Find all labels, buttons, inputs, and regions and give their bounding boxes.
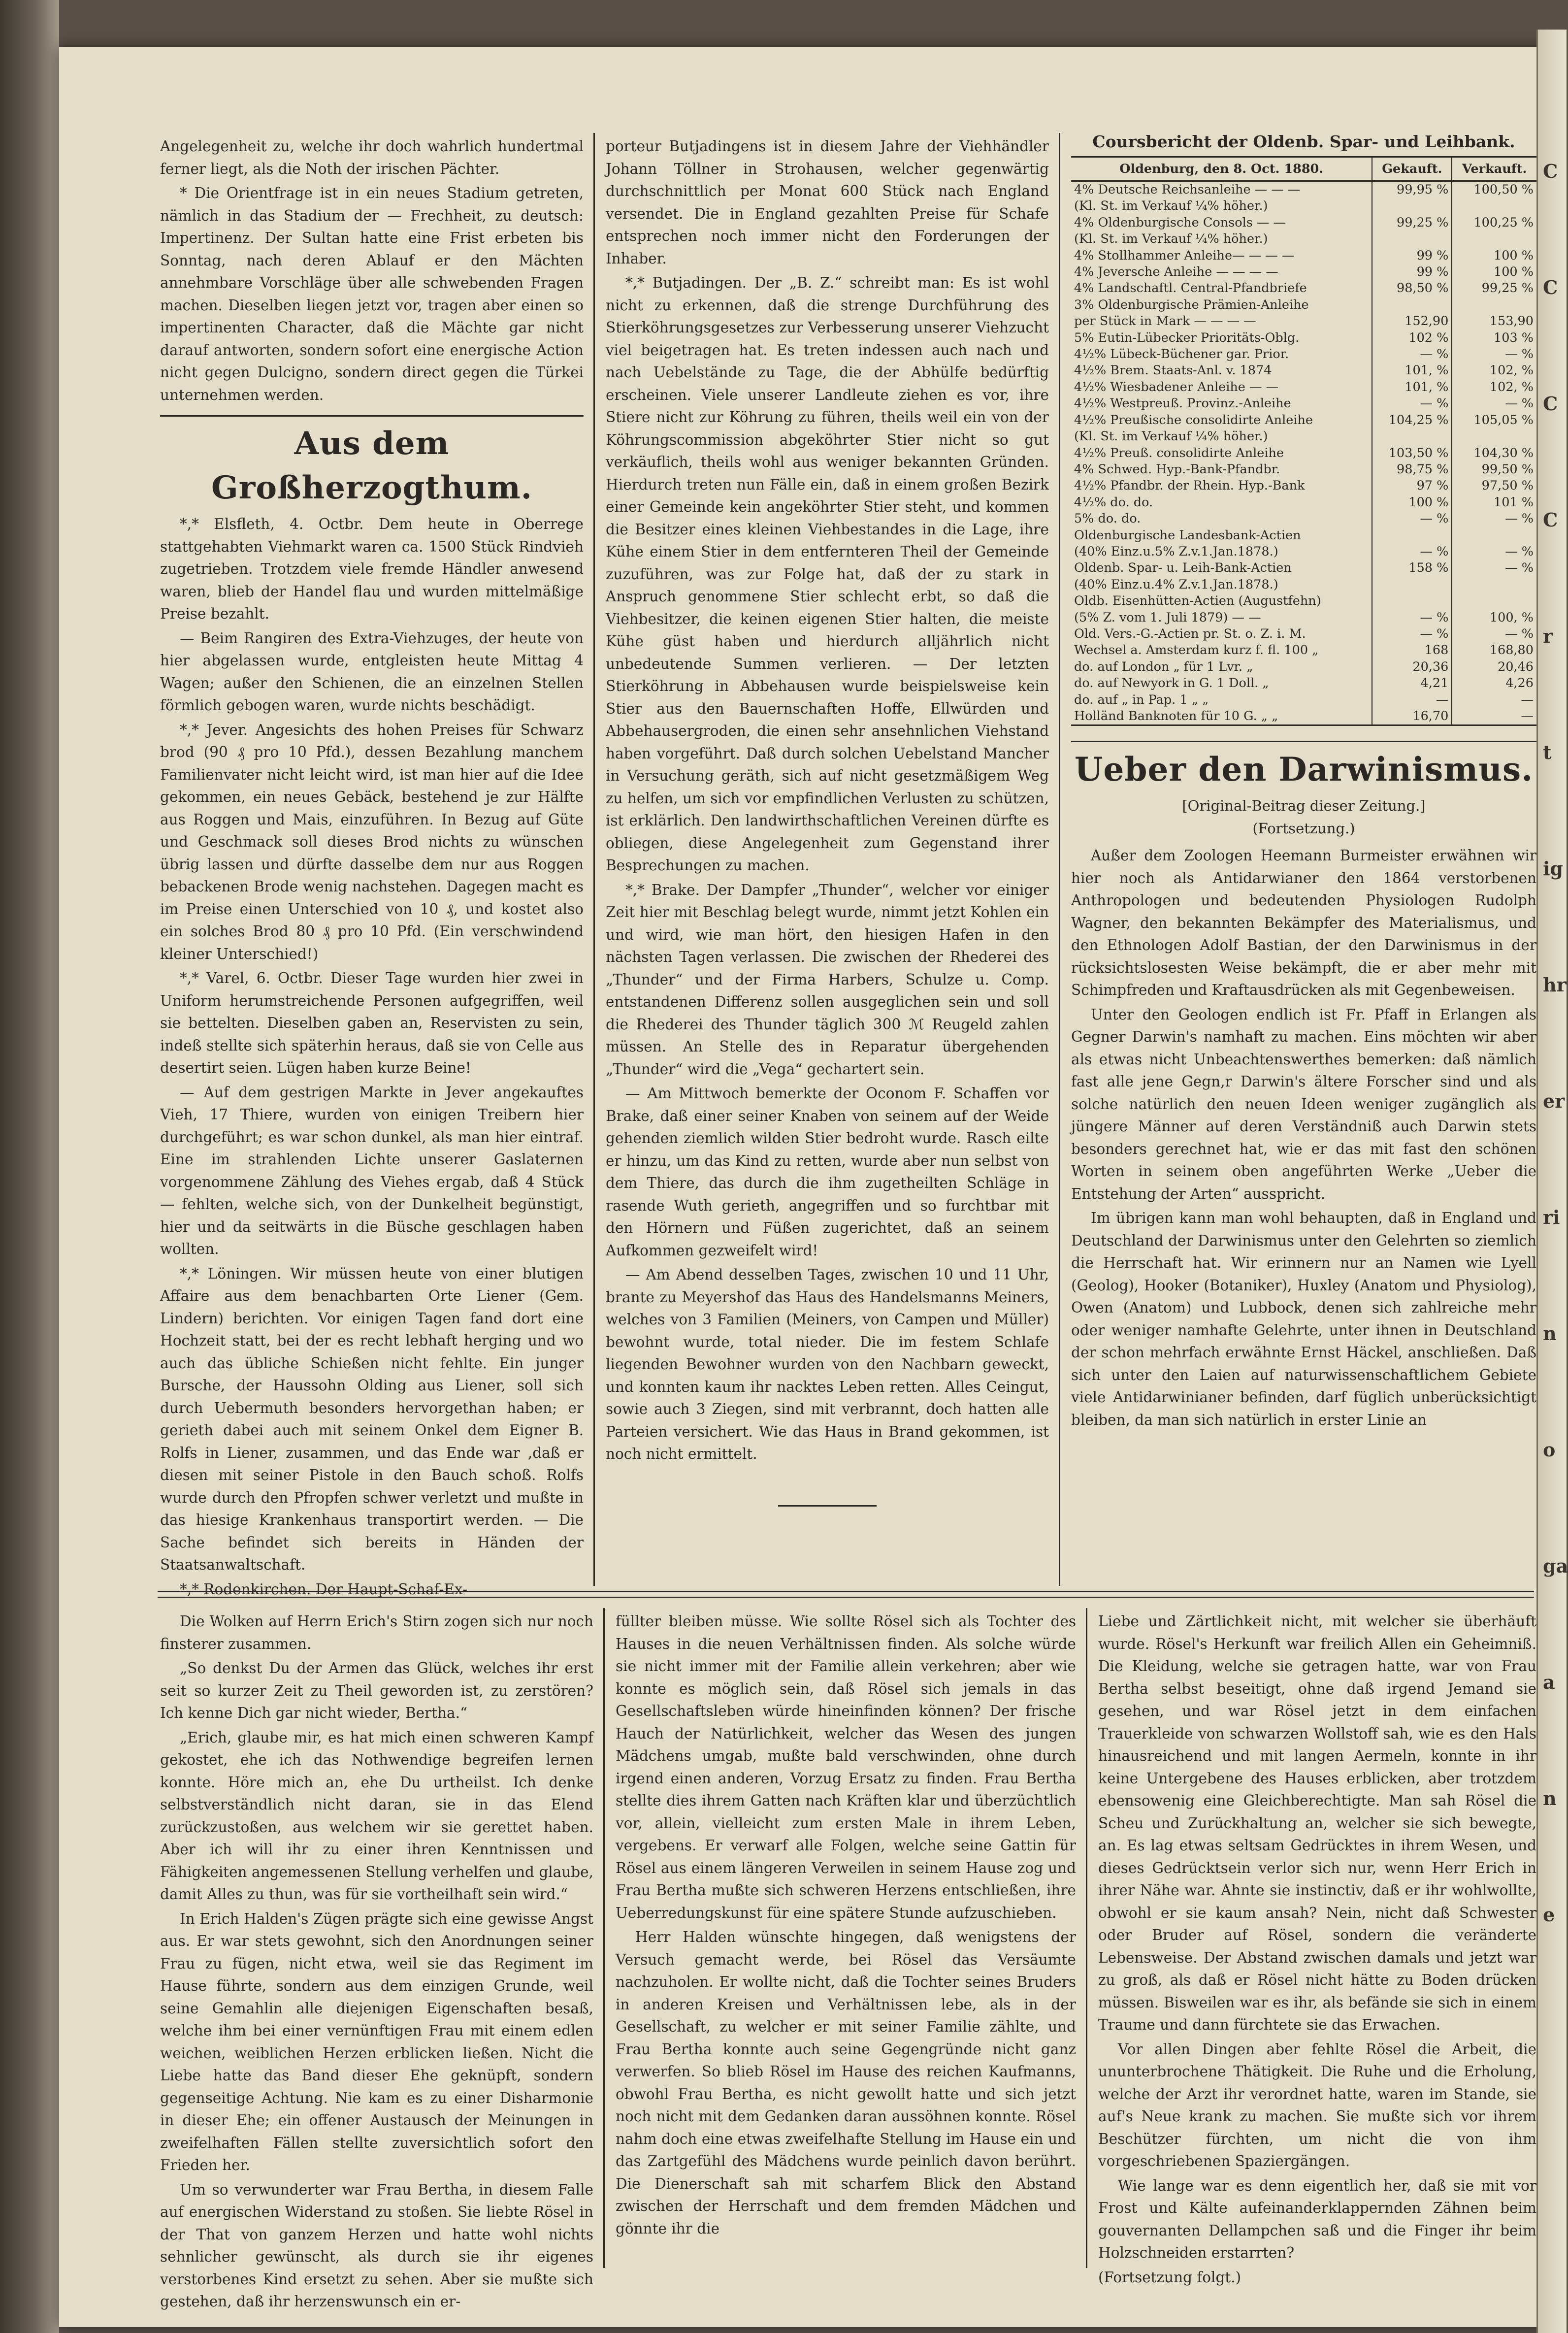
to-be-continued: (Fortsetzung folgt.) [1098,2268,1241,2286]
table-row [1071,264,1536,280]
security-name: (40% Einz.u.5% Z.v.1.Jan.1878.) [1074,544,1278,559]
security-name: Holländ Banknoten für 10 G. „ „ [1071,708,1372,725]
security-name: 4½% Westpreuß. Provinz.-Anleihe [1074,396,1291,411]
edge-fragment: o [1543,1439,1556,1461]
security-name: 4½% Wiesbadener Anleihe — — [1074,379,1279,394]
security-name: 4% Deutsche Reichsanleihe — — — [1074,182,1301,197]
news-item: *,* Brake. Der Dampfer „Thunder“, welcher vor einiger Zeit hier mit Beschlag belegt wurde, nimmt jetzt Kohlen ein und wird, wie man hört, den hiesigen Hafen in den nächsten Tagen verlassen. Die zwischen der Rhederei des „Thunder“ und der Firma Harbers, Schulze u. Comp. entstandenen Differenz sollen ausgeglichen sein und soll die Rhederei des Thunder täglich 300 ℳ Reugeld zahlen müssen. An Stelle des in Reparatur übergehenden „Thunder“ wird die „Vega“ gechartert sein. [606,881,1049,1078]
edge-fragment: C [1543,393,1558,415]
bought-price: 20,36 [1372,659,1452,675]
bought-price: — [1372,692,1452,708]
security-name: 3% Oldenburgische Prämien-Anleihe [1074,297,1309,312]
news-item: — Am Abend desselben Tages, zwischen 10 und 11 Uhr, brante zu Meyershof das Haus des Handelsmanns Meiners, welches von 3 Familien (Meiners, von Campen und Müller) bewohnt wurde, total nieder. Die im festem Schlafe liegenden Bewohner wurden von den Nachbarn geweckt, und konnten kaum ihr nacktes Leben retten. Alles Ceingut, sowie auch 3 Ziegen, sind mit verbrannt, doch hatten alle Parteien versichert. Wie das Haus in Brand gekommen, ist noch nicht ermittelt. [606,1266,1049,1462]
bought-price: 100 % [1372,494,1452,511]
sold-price: 105,05 % [1452,412,1536,428]
story-paragraph: „So denkst Du der Armen das Glück, welches ihr erst seit so kurzer Zeit zu Theil geworden ist, zu zerstören? Ich kenne Dich gar nicht wieder, Bertha.“ [160,1660,593,1721]
section-rule [1071,741,1536,742]
security-name: 4% Oldenburgische Consols — — [1074,215,1286,230]
table-header-date: Oldenburg, den 8. Oct. 1880. [1071,158,1372,181]
table-row [1071,544,1536,560]
table-row [1071,362,1536,379]
bought-price: 16,70 [1372,708,1452,725]
bought-price: 4,21 [1372,675,1452,691]
section-title-grossherzogthum: Aus dem Großherzogthum. [211,425,533,506]
table-row [1071,181,1536,198]
article-paragraph: Außer dem Zoologen Heemann Burmeister erwähnen wir hier noch als Antidarwianer den 1864 verstorbenen Anthropologen und bedeutenden Physiologen Rudolph Wagner, den bekannten Bekämpfer des Materialismus, und den Ethnologen Adolf Bastian, der den Darwinismus in der rücksichtslosesten Weise bekämpft, die er aber mehr mit Schimpfreden und Kraftausdrücken als mit Gegenbeweisen. [1071,847,1536,999]
article-paragraph: Angelegenheit zu, welche ihr doch wahrlich hundertmal ferner liegt, als die Noth der irischen Pächter. [160,138,584,177]
news-item: porteur Butjadingens ist in diesem Jahre der Viehhändler Johann Töllner in Strohausen, welcher gegenwärtig durchschnittlich per Monat 600 Stück nach England versendet. Die in England gezahlten Preise für Schafe entsprechen noch immer nicht den Forderungen der Inhaber. [606,138,1049,267]
sold-price [1452,428,1536,445]
column-rule-2 [1059,133,1060,1586]
story-paragraph: Herr Halden wünschte hingegen, daß wenigstens der Versuch gemacht werde, bei Rösel das Versäumte nachzuholen. Er wollte nicht, daß die Tochter seines Bruders in anderen Kreisen und Verhältnissen lebe, als in der Gesellschaft, zu welcher er mit seiner Familie zählte, und Frau Bertha konnte auch seine Gegengründe nicht ganz verwerfen. So blieb Rösel im Hause des reichen Kaufmanns, obwohl Frau Bertha, es nicht gewollt hatte und sich jetzt noch nicht mit dem Gedanken daran aussöhnen konnte. Rösel nahm doch eine etwas zweifelhafte Stellung im Hause ein und das Zartgefühl des Mädchens wurde peinlich davon berührt. Die Dienerschaft sah mit scharfem Blick den Abstand zwischen der Herrschaft und dem fremden Mädchen und gönnte ihr die [616,1929,1076,2237]
story-paragraph: In Erich Halden's Zügen prägte sich eine gewisse Angst aus. Er war stets gewohnt, sich den Anordnungen seiner Frau zu fügen, nicht etwa, weil sie das Regiment im Hause führte, sondern aus dem einzigen Grunde, weil seine Gemahlin alle diejenigen Eigenschaften besaß, welche ihm bei einer vernünftigen Frau mit einem edlen weichen, weiblichen Herzen erblicken ließen. Nicht die Liebe hatte das Band dieser Ehe geknüpft, sondern gegenseitige Achtung. Nie kam es zu einer Disharmonie in dieser Ehe; ein offener Austausch der Meinungen in zweifelhaften Fällen stellte zuversichtlich sofort den Frieden her. [160,1910,593,2173]
bought-price: — % [1372,395,1452,412]
sold-price [1452,198,1536,214]
sold-price: 100,25 % [1452,215,1536,231]
sold-price: 20,46 [1452,659,1536,675]
table-row [1071,231,1536,247]
table-row [1071,445,1536,461]
bought-price [1372,527,1452,544]
story-paragraph: Um so verwunderter war Frau Bertha, in diesem Falle auf energischen Widerstand zu stoßen. Sie liebte Rösel in der That von ganzem Herzen und hatte wohl nichts sehnlicher gewünscht, als durch sie ihr eigenes verstorbenes Kind ersetzt zu sehen. Aber sie mußte sich gestehen, daß ihr herzenswunsch ein er- [160,2181,593,2310]
bought-price: — % [1372,610,1452,626]
edge-fragment: r [1543,625,1553,647]
bought-price: 98,50 % [1372,280,1452,296]
bought-price: 102 % [1372,330,1452,346]
table-header-bought: Gekauft. [1372,158,1452,181]
sold-price: — % [1452,544,1536,560]
security-name: 4% Jeversche Anleihe — — — — [1074,264,1278,280]
sold-price [1452,231,1536,247]
article-paragraph: Im übrigen kann man wohl behaupten, daß in England und Deutschland der Darwinismus unter den Gelehrten so ziemlich die Herrschaft hat. Wir erinnern nur an Namen wie Lyell (Geolog), Hooker (Botaniker), Huxley (Anatom und Physiolog), Owen (Anatom) und Lubbock, denen sich zahlreiche mehr oder weniger namhafte Gelehrte, unter ihnen in Deutschland der schon mehrfach erwähnte Ernst Häckel, anschließen. Daß sich unter den Laien auf naturwissenschaftlichem Gebiete viele Antidarwinianer befinden, darf füglich unberücksichtigt bleiben, da man sich natürlich in erster Linie an [1071,1210,1536,1428]
feuilleton-column-rule-2 [1086,1608,1087,2268]
security-name: Oldb. Eisenhütten-Actien (Augustfehn) [1074,593,1321,609]
table-row [1071,511,1536,527]
bought-price: 101, % [1372,362,1452,379]
sold-price [1452,577,1536,593]
sold-price: 99,25 % [1452,280,1536,296]
continuation-note: (Fortsetzung.) [1252,820,1355,837]
security-name: 4½% Preußische consolidirte Anleihe [1074,412,1313,427]
bought-price [1372,428,1452,445]
news-item: *,* Varel, 6. Octbr. Dieser Tage wurden hier zwei in Uniform herumstreichende Personen aufgegriffen, weil sie bettelten. Dieselben gaben an, Reservisten zu sein, indeß stellte sich späterhin heraus, daß sie von Celle aus desertirt seien. Lügen haben kurze Beine! [160,970,584,1076]
security-name: (Kl. St. im Verkauf ¼% höher.) [1074,198,1268,214]
column-rule-1 [593,133,595,1586]
table-row [1071,494,1536,511]
bought-price: — % [1372,626,1452,642]
bought-price: 99 % [1372,248,1452,264]
story-paragraph: Liebe und Zärtlichkeit nicht, mit welcher sie überhäuft wurde. Rösel's Herkunft war freilich Allen ein Geheimniß. Die Kleidung, welche sie getragen hatte, war von Frau Bertha selbst beseitigt, ohne daß irgend Jemand sie gesehen, und war Rösel jetzt in dem einfachen Trauerkleide von schwarzen Wollstoff sah, wie es den Hals hinausreichend und mit langen Aermeln, konnte in ihr keine Untergebene des Hauses erblicken, aber trotzdem ebensowenig eine Gleichberechtigte. Man sah Rösel die Scheu und Zurückhaltung an, welcher sie sich bewegte, an. Es lag etwas seltsam Gedrücktes in ihrem Wesen, und dieses Gedrücktsein verlor sich nur, wenn Herr Erich in ihrer Nähe war. Ahnte sie instinctiv, daß er ihr wohlwollte, obwohl er sie kaum ansah? Nein, nicht daß Schwester oder Bruder auf Rösel, sondern die veränderte Lebensweise. Der Abstand zwischen damals und jetzt war zu groß, als daß er Rösel nicht hätte zu Boden drücken müssen. Bisweilen war es ihr, als befände sie sich in einem Traume und dann fürchtete sie das Erwachen. [1098,1613,1536,2033]
news-item: *,* Elsfleth, 4. Octbr. Dem heute in Oberrege stattgehabten Viehmarkt waren ca. 1500 Stück Rindvieh zugetrieben. Trotzdem viele fremde Händler anwesend waren, blieb der Handel flau und wurden mittelmäßige Preise bezahlt. [160,516,584,622]
table-row [1071,560,1536,576]
exchange-report-title: Coursbericht der Oldenb. Spar- und Leihbank. [1071,131,1536,158]
sold-price: 102, % [1452,362,1536,379]
story-paragraph: Vor allen Dingen aber fehlte Rösel die Arbeit, die ununterbrochene Thätigkeit. Die Ruhe und die Erholung, welche der Arzt ihr verordnet hatte, waren im Stande, sie auf's Neue krank zu machen. Sie mußte sich vor ihrem Beschützer fürchten, um nicht die von ihm vorgeschriebenen Spaziergängen. [1098,2040,1536,2169]
sold-price: 4,26 [1452,675,1536,691]
table-row [1071,626,1536,642]
table-row [1071,659,1536,675]
security-name: (Kl. St. im Verkauf ¼% höher.) [1074,231,1268,247]
bought-price [1372,577,1452,593]
news-item: *,* Butjadingen. Der „B. Z.“ schreibt man: Es ist wohl nicht zu erkennen, daß die strenge Durchführung des Stierköhrungsgesetzes zur Verbesserung unserer Viehzucht viel beigetragen hat. Es treten indessen auch nach und nach Uebelstände zu Tage, die der Abhülfe bedürftig erscheinen. Viele unserer Landleute ziehen es vor, ihre Stiere nicht zur Köhrung zu führen, theils weil ein von der Köhrungscommission abgeköhrter Stier nicht so gut verkäuflich, theils wohl aus weniger bekannten Gründen. Hierdurch treten nun Fälle ein, daß in einem großen Bezirk einer Gemeinde kein angeköhrter Stier steht, und kommen die Besitzer eines kleinen Viehbestandes in die Lage, ihre Kühe einem Stier in dem entfernteren Theil der Gemeinde zuzuführen, was zur Folge hat, daß der zu stark in Anspruch genommene Stier schlecht erbt, so daß die Viehbesitzer, die keinen eigenen Stier halten, die meiste Kühe güst haben und hierdurch alljährlich nicht unbedeutende Summen verlieren. — Der letzten Stierköhrung in Abbehausen wurde beispielsweise kein Stier aus den Bauernschaften Hoffe, Ellwürden und Abbehausergroden, die einen sehr ansehnlichen Viehstand haben vorgeführt. Daß durch solchen Uebelstand Mancher in Versuchung geräth, sich auf nicht gesetzmäßigem Weg zu helfen, um sich vor empfindlichen Verlusten zu schützen, ist erklärlich. Den landwirthschaftlichen Vereinen dürfte es obliegen, diese Angelegenheit zum Gegenstand ihrer Besprechungen zu machen. [606,274,1049,874]
edge-fragment: a [1543,1671,1555,1693]
table-row [1071,675,1536,691]
security-name: 4% Landschaftl. Central-Pfandbriefe [1074,281,1307,296]
story-paragraph: füllter bleiben müsse. Wie sollte Rösel sich als Tochter des Hauses in die neuen Verhältnissen finden. Als solche würde sie nicht immer mit der Familie allein verkehren; aber wie konnte es möglich sein, daß Rösel sich jemals in das Gesellschaftsleben würde hineinfinden können? Der frische Hauch der Natürlichkeit, welcher das Wesen des jungen Mädchens umgab, mußte bald verschwinden, ohne durch irgend einen anderen, Vorzug Ersatz zu finden. Frau Bertha stellte dies ihrem Gatten nach Kräften klar und überzüchtlich vor, allein, vielleicht zum ersten Male in ihrem Leben, vergebens. Er verwarf alle Folgen, welche seine Gattin für Rösel aus einem längeren Verweilen in seinem Hause zog und Frau Bertha mußte sich schweren Herzens entschließen, ihre Ueberredungskunst für eine spätere Stunde aufzuschieben. [616,1613,1076,1921]
end-rule [778,1505,877,1507]
news-item: *,* Jever. Angesichts des hohen Preises für Schwarz brod (90 ₰ pro 10 Pfd.), dessen Bezahlung manchem Familienvater nicht leicht wird, ist man hier auf die Idee gekommen, ein neues Gebäck, bestehend je zur Hälfte aus Roggen und Mais, einzuführen. In Bezug auf Güte und Geschmack soll dieses Brod nichts zu wünschen übrig lassen und dürfte dasselbe dem nur aus Roggen bebackenen Brode wenig nachstehen. Dagegen macht es im Preise einen Unterschied von 10 ₰, und kostet also ein solches Brod 80 ₰ pro 10 Pfd. (Ein verschwindend kleiner Unterschied!) [160,721,584,962]
security-name: do. auf „ in Pap. 1 „ „ [1074,692,1209,707]
table-row [1071,642,1536,658]
edge-fragment: n [1543,1787,1557,1809]
article-paragraph: * Die Orientfrage ist in ein neues Stadium getreten, nämlich in das Stadium der — Frechheit, zu deutsch: Impertinenz. Der Sultan hatte eine Frist erbeten bis Sonntag, nach deren Ablauf er den Mächten annehmbare Vorschläge über alle schwebenden Fragen machen. Dieselben liegen jetzt vor, tragen aber einen so impertinenten Character, daß die Mächte gar nicht darauf antworten, sondern sofort eine energische Action nicht gegen Dulcigno, sondern direct gegen die Türkei unternehmen werden. [160,185,584,403]
bought-price: 99 % [1372,264,1452,280]
security-name: 4½% Preuß. consolidirte Anleihe [1074,445,1284,460]
table-row [1071,280,1536,296]
table-row [1071,527,1536,544]
news-item: *,* Löningen. Wir müssen heute von einer blutigen Affaire aus dem benachbarten Orte Liener (Gem. Lindern) berichten. Vor einigen Tagen fand dort eine Hochzeit statt, bei der es recht lebhaft herging und wo auch das übliche Schießen nicht fehlte. Ein junger Bursche, der Haussohn Olding aus Liener, soll sich durch Uebermuth besonders hervorgethan haben; er gerieth dabei auch mit seinem Onkel dem Eigner B. Rolfs in Liener, zusammen, und das Ende war ,daß er diesen mit seiner Pistole in den Bauch schoß. Rolfs wurde durch den Pfropfen schwer verletzt und mußte in das hiesige Krankenhaus transportirt werden. — Die Sache befindet sich bereits in Händen der Staatsanwaltschaft. [160,1265,584,1573]
security-name: 4% Stollhammer Anleihe— — — — [1074,248,1295,263]
table-row [1071,313,1536,329]
security-name: Oldenburgische Landesbank-Actien [1074,527,1301,543]
security-name: Wechsel a. Amsterdam kurz f. fl. 100 „ [1074,643,1319,658]
sold-price: 102, % [1452,379,1536,395]
edge-fragment: t [1543,741,1552,763]
story-paragraph: Die Wolken auf Herrn Erich's Stirn zogen sich nur noch finsterer zusammen. [160,1613,593,1652]
bought-price [1372,231,1452,247]
sold-price: 104,30 % [1452,445,1536,461]
table-row [1071,478,1536,494]
news-item: — Auf dem gestrigen Markte in Jever angekauftes Vieh, 17 Thiere, wurden von einigen Treibern hier durchgeführt; es war schon dunkel, als man hier eintraf. Eine im strahlenden Lichte unserer Gaslaternen vorgenommene Zählung des Viehes ergab, daß 4 Stück — fehlten, welche sich, von der Dunkelheit begünstigt, hier und da seitwärts in die Büsche geschlagen haben wollten. [160,1084,584,1257]
bought-price: 97 % [1372,478,1452,494]
table-row [1071,330,1536,346]
bought-price [1372,593,1452,609]
security-name: 4½% Brem. Staats-Anl. v. 1874 [1074,363,1272,378]
story-paragraph: Wie lange war es denn eigentlich her, daß sie mit vor Frost und Kälte aufeinanderklappernden Zähnen beim gouvernanten Dellampchen saß und die Finger ihr beim Holzschneiden erstarrten? [1098,2177,1536,2261]
sold-price: 101 % [1452,494,1536,511]
sold-price: 97,50 % [1452,478,1536,494]
security-name: do. auf London „ für 1 Lvr. „ [1074,659,1253,674]
bought-price: — % [1372,544,1452,560]
security-name: 4½% do. do. [1074,494,1153,510]
adjacent-page-edge [1536,30,1567,2333]
edge-fragment: ga [1543,1555,1568,1577]
edge-fragment: C [1543,160,1558,182]
table-row [1071,708,1536,725]
sold-price: 100, % [1452,610,1536,626]
security-name: 4½% Lübeck-Büchener gar. Prior. [1074,347,1289,362]
bought-price [1372,198,1452,214]
bought-price: 99,25 % [1372,215,1452,231]
sold-price: 99,50 % [1452,461,1536,478]
security-name: 5% Eutin-Lübecker Prioritäts-Oblg. [1074,330,1300,345]
sold-price: 100 % [1452,248,1536,264]
table-row [1071,248,1536,264]
table-row [1071,379,1536,395]
news-item: — Am Mittwoch bemerkte der Oconom F. Schaffen vor Brake, daß einer seiner Knaben von seinem auf der Weide gehenden ziemlich wilden Stier bedroht wurde. Rasch eilte er hinzu, um das Kind zu retten, wurde aber nun selbst von dem Thiere, das durch die ihm zugetheilten Schläge in rasende Wuth gerieth, angegriffen und so furchtbar mit den Hörnern und Füßen zugerichtet, daß an seinem Aufkommen gezweifelt wird! [606,1085,1049,1259]
security-name: Old. Vers.-G.-Actien pr. St. o. Z. i. M. [1074,626,1306,641]
edge-fragment: hr [1543,974,1567,996]
article-paragraph: Unter den Geologen endlich ist Fr. Pfaff in Erlangen als Gegner Darwin's namhaft zu machen. Eins möchten wir aber als etwas nicht Unbeachtenswerthes bemerken: daß nämlich fast alle jene Gegn,r Darwin's ältere Forscher sind und als solche natürlich den neuen Ideen weniger zugänglich als jüngere Männer auf deren Verständniß auch Darwin stets besonders gerechnet hat, wie er das mit fast den schönen Worten in seinem oben angeführten Werke „Ueber die Entstehung der Arten“ ausspricht. [1071,1006,1536,1202]
edge-fragment: C [1543,276,1558,298]
table-row [1071,610,1536,626]
feuilleton-column-3 [1098,1610,1536,2286]
bought-price: 99,95 % [1372,181,1452,198]
table-header-sold: Verkauft. [1452,158,1536,181]
story-paragraph: „Erich, glaube mir, es hat mich einen schweren Kampf gekostet, ehe ich das Nothwendige begreifen lernen konnte. Höre mich an, ehe Du urtheilst. Ich denke selbstverständlich nicht daran, sie in das Elend zurückzustoßen, aus welchem wir sie gerettet haben. Aber ich will ihr zu einer ihren Kenntnissen und Fähigkeiten angemessenen Stellung verhelfen und glaube, damit Alles zu thun, was für sie vortheilhaft sein wird.“ [160,1729,593,1903]
column-3 [1071,131,1536,1588]
edge-fragment: er [1543,1090,1565,1112]
bought-price: 103,50 % [1372,445,1452,461]
table-row [1071,692,1536,708]
news-item: *,* Rodenkirchen. Der Haupt-Schaf-Ex- [180,1580,468,1598]
table-row [1071,215,1536,231]
table-row [1071,297,1536,313]
sold-price: — % [1452,511,1536,527]
table-row [1071,412,1536,428]
newspaper-page [59,47,1546,2327]
edge-fragment: e [1543,1904,1555,1926]
sold-price: — [1452,708,1536,725]
sold-price: 153,90 [1452,313,1536,329]
book-binding [0,0,59,2333]
sold-price: 100,50 % [1452,181,1536,198]
security-name: 4% Schwed. Hyp.-Bank-Pfandbr. [1074,461,1280,477]
column-2 [606,135,1049,1588]
sold-price: 103 % [1452,330,1536,346]
section-title-darwinismus: Ueber den Darwinismus. [1074,750,1534,789]
bought-price [1372,297,1452,313]
sold-price: — % [1452,560,1536,576]
bought-price: — % [1372,346,1452,362]
sold-price [1452,593,1536,609]
bought-price: 168 [1372,642,1452,658]
sold-price: 100 % [1452,264,1536,280]
security-name: per Stück in Mark — — — — [1074,314,1256,329]
sold-price: — % [1452,626,1536,642]
sold-price [1452,297,1536,313]
table-row [1071,395,1536,412]
security-name: 4½% Pfandbr. der Rhein. Hyp.-Bank [1074,478,1305,493]
sold-price: — [1452,692,1536,708]
table-row [1071,461,1536,478]
edge-fragment: n [1543,1322,1557,1345]
security-name: (5% Z. vom 1. Juli 1879) — — [1074,610,1261,625]
security-name: (Kl. St. im Verkauf ¼% höher.) [1074,429,1268,444]
bought-price: 158 % [1372,560,1452,576]
feuilleton-column-2 [616,1610,1076,2270]
table-row [1071,198,1536,214]
table-row [1071,577,1536,593]
bought-price: 101, % [1372,379,1452,395]
sold-price: — % [1452,346,1536,362]
exchange-rate-rows [1071,181,1536,725]
bought-price: 104,25 % [1372,412,1452,428]
table-row [1071,428,1536,445]
section-rule [160,415,584,417]
bought-price: 152,90 [1372,313,1452,329]
sold-price: — % [1452,395,1536,412]
column-1 [160,135,584,1598]
edge-fragment: C [1543,509,1558,531]
security-name: do. auf Newyork in G. 1 Doll. „ [1074,676,1269,691]
bought-price: — % [1372,511,1452,527]
security-name: 5% do. do. [1074,511,1141,526]
original-note: [Original-Beitrag dieser Zeitung.] [1182,797,1426,815]
edge-fragment: ri [1543,1206,1560,1228]
bought-price: 98,75 % [1372,461,1452,478]
sold-price [1452,527,1536,544]
edge-fragment: ig [1543,857,1564,880]
feuilleton-column-1 [160,1610,593,2310]
feuilleton-column-rule-1 [603,1608,605,2268]
security-name: (40% Einz.u.4% Z.v.1.Jan.1878.) [1074,577,1278,592]
table-row [1071,346,1536,362]
exchange-rate-table [1071,158,1536,726]
security-name: Oldenb. Spar- u. Leih-Bank-Actien [1074,560,1292,576]
table-row [1071,593,1536,609]
news-item: — Beim Rangiren des Extra-Viehzuges, der heute von hier abgelassen wurde, entgleisten heute Mittag 4 Wagen; außer den Schienen, die an einzelnen Stellen förmlich gebogen waren, wurde nichts beschädigt. [160,629,584,714]
sold-price: 168,80 [1452,642,1536,658]
